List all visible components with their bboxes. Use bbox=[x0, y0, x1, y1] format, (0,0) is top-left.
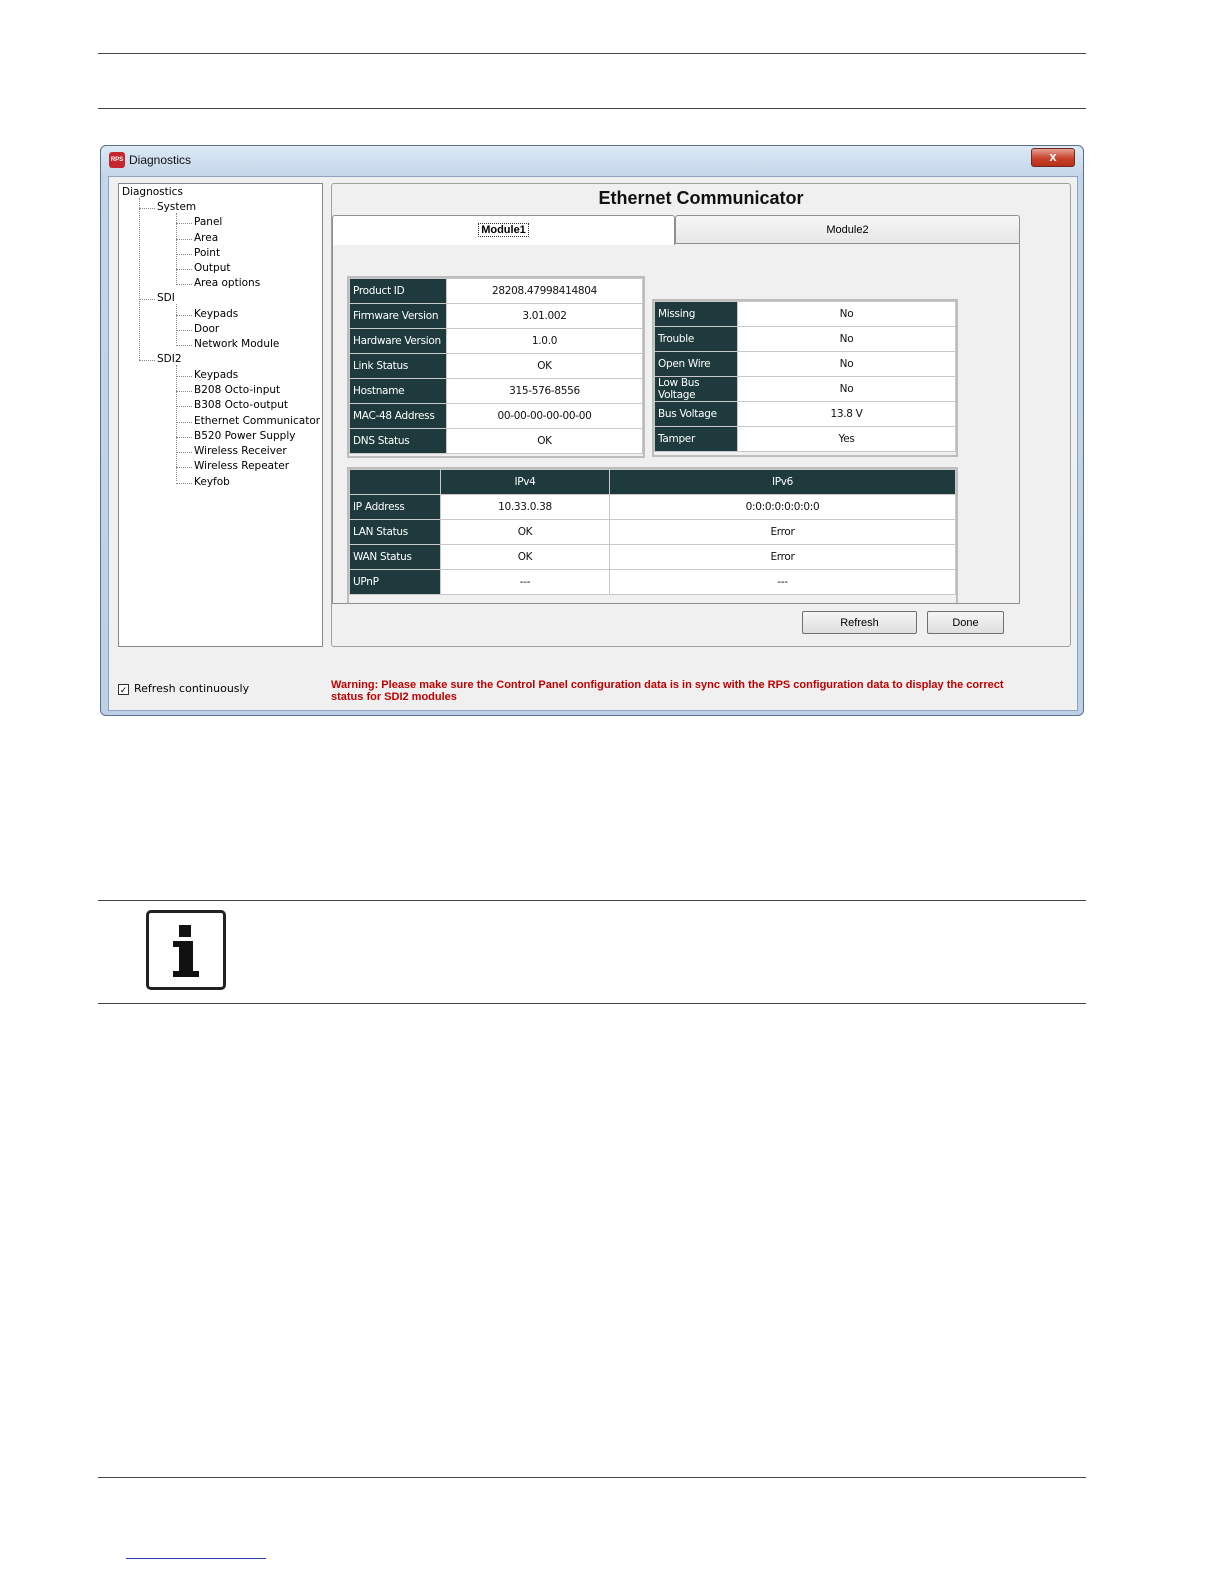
info-icon-serif-top bbox=[173, 941, 193, 947]
diagnostics-tree[interactable] bbox=[118, 183, 323, 647]
done-button[interactable]: Done bbox=[927, 611, 1004, 634]
info-icon bbox=[146, 910, 226, 990]
module-info-table bbox=[349, 278, 643, 454]
info-value-link-status: OK bbox=[447, 354, 643, 379]
tree-item-sdi2-keypads[interactable]: Keypads bbox=[194, 369, 239, 381]
title-bar[interactable] bbox=[101, 146, 1083, 176]
info-label-mac-address: MAC-48 Address bbox=[350, 404, 447, 429]
table-row bbox=[655, 352, 956, 377]
info-value-hardware-version: 1.0.0 bbox=[447, 329, 643, 354]
table-row bbox=[350, 279, 643, 304]
status-value-missing: No bbox=[738, 302, 956, 327]
footer-link-underline[interactable] bbox=[126, 1558, 266, 1559]
tab-module2[interactable]: Module2 bbox=[675, 215, 1020, 243]
top-rule-1 bbox=[98, 53, 1086, 54]
ip-value-ipv6-lan: Error bbox=[610, 520, 956, 545]
table-row bbox=[350, 379, 643, 404]
info-icon-dot bbox=[179, 925, 191, 937]
ip-value-ipv6-address: 0:0:0:0:0:0:0:0 bbox=[610, 495, 956, 520]
info-label-link-status: Link Status bbox=[350, 354, 447, 379]
info-label-hardware-version: Hardware Version bbox=[350, 329, 447, 354]
table-row bbox=[655, 377, 956, 402]
ip-value-ipv6-wan: Error bbox=[610, 545, 956, 570]
status-value-tamper: Yes bbox=[738, 427, 956, 452]
ip-header-blank bbox=[350, 470, 441, 495]
info-value-firmware-version: 3.01.002 bbox=[447, 304, 643, 329]
status-value-low-bus-voltage: No bbox=[738, 377, 956, 402]
tree-item-b308-octo-output[interactable]: B308 Octo-output bbox=[194, 399, 288, 411]
note-bottom-rule bbox=[98, 1003, 1086, 1004]
tree-item-panel[interactable]: Panel bbox=[194, 216, 223, 228]
ip-value-ipv4-upnp: --- bbox=[441, 570, 610, 595]
refresh-button[interactable]: Refresh bbox=[802, 611, 917, 634]
ip-label-lan-status: LAN Status bbox=[350, 520, 441, 545]
tree-item-area[interactable]: Area bbox=[194, 232, 219, 244]
tree-item-wireless-repeater[interactable]: Wireless Repeater bbox=[194, 460, 290, 472]
tree-connector bbox=[139, 198, 140, 360]
tree-item-sdi-network-module[interactable]: Network Module bbox=[194, 338, 280, 350]
tree-item-sdi-door[interactable]: Door bbox=[194, 323, 220, 335]
table-row bbox=[350, 545, 956, 570]
tree-item-sdi-keypads[interactable]: Keypads bbox=[194, 308, 239, 320]
footer-rule bbox=[98, 1477, 1086, 1478]
ip-label-upnp: UPnP bbox=[350, 570, 441, 595]
tree-item-point[interactable]: Point bbox=[194, 247, 221, 259]
tree-item-wireless-receiver[interactable]: Wireless Receiver bbox=[194, 445, 287, 457]
status-value-trouble: No bbox=[738, 327, 956, 352]
tree-item-sdi2[interactable]: SDI2 bbox=[157, 353, 182, 365]
tree-item-sdi[interactable]: SDI bbox=[157, 292, 175, 304]
tree-connector bbox=[176, 365, 177, 481]
table-header-row bbox=[350, 470, 956, 495]
info-label-hostname: Hostname bbox=[350, 379, 447, 404]
close-button[interactable]: x bbox=[1031, 148, 1075, 167]
table-row bbox=[350, 354, 643, 379]
rps-app-icon: RPS bbox=[109, 152, 125, 168]
status-label-low-bus-voltage: Low Bus Voltage bbox=[655, 377, 738, 402]
ip-label-ip-address: IP Address bbox=[350, 495, 441, 520]
refresh-continuously-checkbox[interactable]: ✓ bbox=[119, 685, 128, 695]
status-label-tamper: Tamper bbox=[655, 427, 738, 452]
window-title: Diagnostics bbox=[129, 153, 192, 167]
note-top-rule bbox=[98, 900, 1086, 901]
status-value-bus-voltage: 13.8 V bbox=[738, 402, 956, 427]
status-label-open-wire: Open Wire bbox=[655, 352, 738, 377]
info-value-product-id: 28208.47998414804 bbox=[447, 279, 643, 304]
tab-module1[interactable] bbox=[332, 215, 675, 245]
info-icon-serif-bottom bbox=[173, 971, 199, 977]
tree-connector bbox=[176, 304, 177, 343]
ip-header-ipv6: IPv6 bbox=[610, 470, 956, 495]
ip-header-ipv4: IPv4 bbox=[441, 470, 610, 495]
table-row bbox=[350, 404, 643, 429]
table-row bbox=[350, 570, 956, 595]
ip-label-wan-status: WAN Status bbox=[350, 545, 441, 570]
status-label-trouble: Trouble bbox=[655, 327, 738, 352]
panel-title: Ethernet Communicator bbox=[598, 188, 804, 208]
tree-item-ethernet-communicator[interactable]: Ethernet Communicator bbox=[194, 415, 321, 427]
info-value-hostname: 315-576-8556 bbox=[447, 379, 643, 404]
ip-table bbox=[349, 469, 956, 595]
table-row bbox=[655, 327, 956, 352]
table-row bbox=[655, 402, 956, 427]
table-row bbox=[350, 304, 643, 329]
refresh-continuously-label[interactable]: Refresh continuously bbox=[134, 682, 250, 695]
tree-item-keyfob[interactable]: Keyfob bbox=[194, 476, 230, 488]
info-label-product-id: Product ID bbox=[350, 279, 447, 304]
ip-value-ipv4-wan: OK bbox=[441, 545, 610, 570]
table-row bbox=[350, 520, 956, 545]
tree-item-output[interactable]: Output bbox=[194, 262, 231, 274]
info-value-dns-status: OK bbox=[447, 429, 643, 454]
table-row bbox=[350, 329, 643, 354]
table-row bbox=[655, 302, 956, 327]
status-label-bus-voltage: Bus Voltage bbox=[655, 402, 738, 427]
tree-root-diagnostics[interactable]: Diagnostics bbox=[122, 186, 183, 198]
tab-module1-label: Module1 bbox=[478, 223, 529, 237]
status-label-missing: Missing bbox=[655, 302, 738, 327]
ip-value-ipv6-upnp: --- bbox=[610, 570, 956, 595]
info-label-dns-status: DNS Status bbox=[350, 429, 447, 454]
status-table bbox=[654, 301, 956, 452]
table-row bbox=[350, 495, 956, 520]
tree-item-b520-power-supply[interactable]: B520 Power Supply bbox=[194, 430, 296, 442]
table-row bbox=[350, 429, 643, 454]
top-rule-2 bbox=[98, 108, 1086, 109]
diagnostics-window bbox=[100, 145, 1084, 716]
ip-value-ipv4-lan: OK bbox=[441, 520, 610, 545]
info-label-firmware-version: Firmware Version bbox=[350, 304, 447, 329]
tree-item-area-options[interactable]: Area options bbox=[194, 277, 261, 289]
ip-value-ipv4-address: 10.33.0.38 bbox=[441, 495, 610, 520]
sync-warning-text: Warning: Please make sure the Control Panel configuration data is in sync with the RPS configuration data to display the correct status for SDI2 modules bbox=[331, 679, 1004, 703]
detail-panel bbox=[331, 183, 1071, 647]
tree-item-system[interactable]: System bbox=[157, 201, 197, 213]
info-value-mac-address: 00-00-00-00-00-00 bbox=[447, 404, 643, 429]
window-client-area bbox=[108, 176, 1078, 711]
tree-item-b208-octo-input[interactable]: B208 Octo-input bbox=[194, 384, 281, 396]
status-value-open-wire: No bbox=[738, 352, 956, 377]
tab-content bbox=[332, 243, 1020, 604]
table-row bbox=[655, 427, 956, 452]
